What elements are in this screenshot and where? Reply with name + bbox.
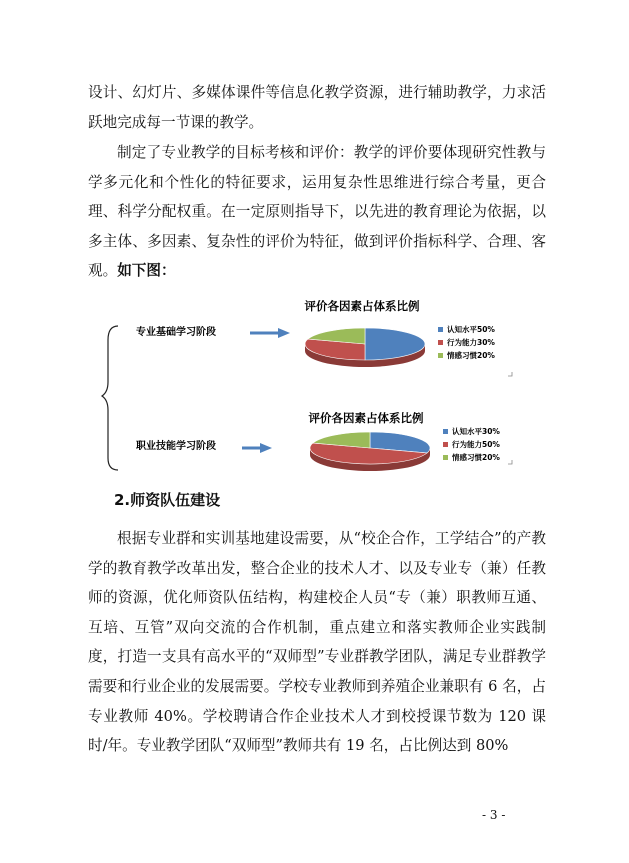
legend-label: 行为能力50% (452, 440, 500, 449)
legend-label: 认知水平50% (447, 325, 495, 334)
section-heading: 2.师资队伍建设 (114, 491, 221, 509)
evaluation-figure-svg (100, 290, 530, 480)
legend-label: 行为能力30% (447, 338, 495, 347)
paragraph-faculty-text: 根据专业群和实训基地建设需要，从“校企合作，工学结合”的产教学的教育教学改革出发，整合企业的技术人才、以及专业专（兼）任教师的资源，优化师资队伍结构，构建校企人员“专（兼）职教师互通、互培、互管”双向交流的合作机制，重点建立和落实教师企业实践制度，打造一支具有高水平的“双师型”专业群教学团队，满足专业群教学需要和行业企业的发展需要。学校专业教师到养殖企业兼职有 6 名，占专业教师 40%。学校聘请合作企业技术人才到校授课节数为 120 课时/年。专业教学团队“双师型”教师共有 19 名，占比例达到 80% (88, 530, 546, 755)
pie-chart-skill (309, 411, 501, 471)
chart-frame-corner-bottom (508, 460, 512, 464)
legend-label: 情感习惯20% (447, 351, 495, 360)
left-brace (102, 326, 118, 470)
paragraph-faculty (88, 524, 546, 761)
paragraph-intro-text: 设计、幻灯片、多媒体课件等信息化教学资源，进行辅助教学，力求活跃地完成每一节课的教学。 (88, 84, 546, 131)
evaluation-figure (100, 290, 530, 480)
pie-title: 评价各因素占体系比例 (308, 411, 424, 425)
arrow-skill (242, 443, 272, 453)
chart-frame-corner-top (508, 372, 512, 376)
stage-label-basic: 专业基础学习阶段 (136, 327, 216, 338)
paragraph-intro (88, 78, 546, 137)
legend-label: 认知水平30% (452, 427, 500, 436)
legend-swatch (443, 429, 448, 434)
stage-label-skill: 职业技能学习阶段 (136, 441, 216, 452)
legend-swatch (438, 327, 443, 332)
legend-label: 情感习惯20% (452, 453, 500, 462)
legend-swatch (443, 455, 448, 460)
pie-chart-basic (305, 299, 496, 367)
legend-swatch (443, 442, 448, 447)
page-number: - 3 - (482, 808, 506, 822)
paragraph-evaluation-text: 制定了专业教学的目标考核和评价：教学的评价要体现研究性教与学多元化和个性化的特征要求，运用复杂性思维进行综合考量，更合理、科学分配权重。在一定原则指导下，以先进的教育理论为依据，以多主体、多因素、复杂性的评价为特征，做到评价指标科学、合理、客观。 (88, 144, 546, 280)
legend-swatch (438, 353, 443, 358)
legend-swatch (438, 340, 443, 345)
pie-title: 评价各因素占体系比例 (304, 299, 420, 313)
paragraph-evaluation (88, 138, 546, 286)
arrow-basic (250, 328, 290, 338)
paragraph-evaluation-bold: 如下图： (117, 262, 176, 280)
